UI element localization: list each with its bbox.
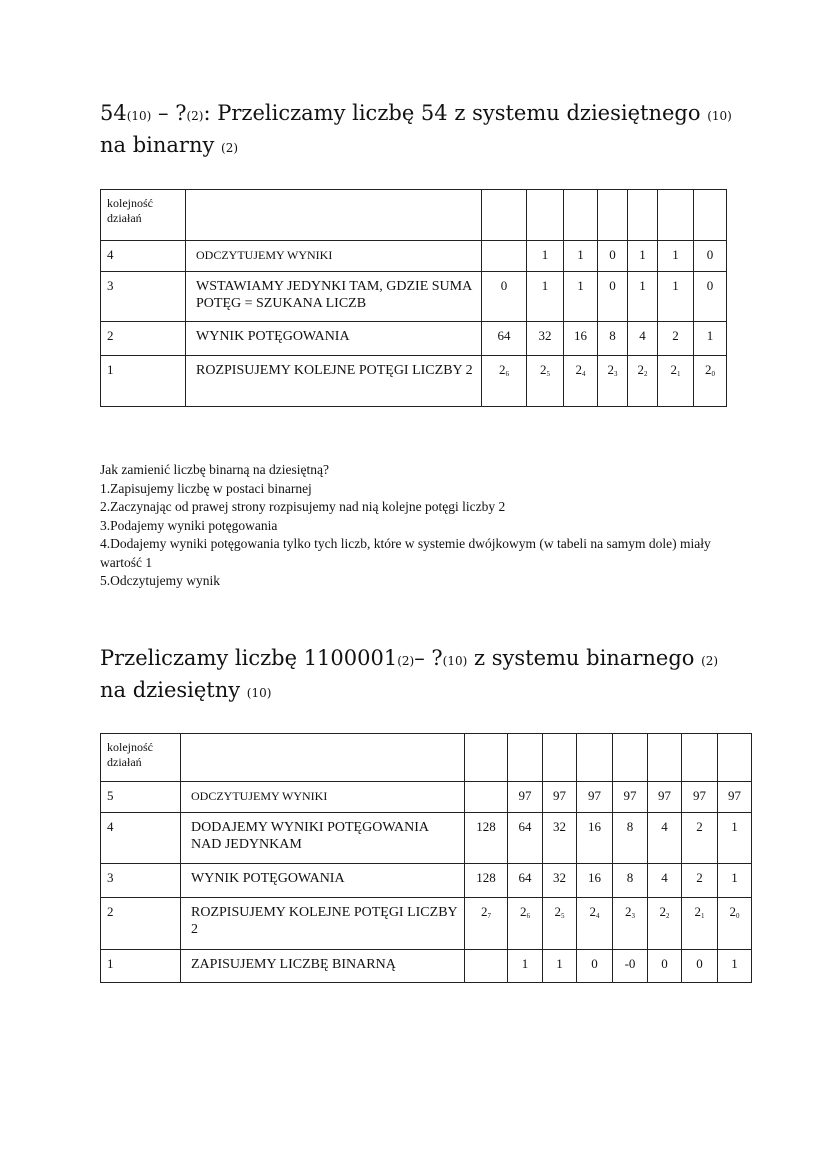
value-cell: 16 <box>564 322 598 356</box>
table-row <box>101 898 752 950</box>
power-cell: $2_2$ <box>628 356 658 407</box>
step-description: DODAJEMY WYNIKI POTĘGOWANIA NAD JEDYNKAM <box>181 813 465 864</box>
value-cell: 1 <box>658 241 694 272</box>
order-cell: 2 <box>101 898 181 950</box>
value-cell: 1 <box>628 241 658 272</box>
order-cell: 4 <box>101 241 186 272</box>
order-cell: 1 <box>101 950 181 983</box>
value-cell: 64 <box>508 813 543 864</box>
table-row <box>101 241 727 272</box>
value-cell: 32 <box>527 322 564 356</box>
order-header: kolejność działań <box>101 190 186 241</box>
table-row <box>101 864 752 898</box>
section2-heading: Przeliczamy liczbę 1100001(2)– ?(10) z systemu binarnego (2) na dziesiętny (10) <box>100 646 719 702</box>
order-cell: 3 <box>101 864 181 898</box>
value-cell: 0 <box>694 272 727 322</box>
table-row <box>101 272 727 322</box>
value-cell <box>465 950 508 983</box>
value-cell: 4 <box>648 813 682 864</box>
value-cell: -0 <box>613 950 648 983</box>
step-description: ROZPISUJEMY KOLEJNE POTĘGI LICZBY 2 <box>181 898 465 950</box>
power-cell: $2_2$ <box>648 898 682 950</box>
value-cell <box>482 241 527 272</box>
power-cell: $2_1$ <box>682 898 718 950</box>
value-cell: 4 <box>648 864 682 898</box>
header-row <box>101 190 727 241</box>
power-cell: $2_4$ <box>577 898 613 950</box>
value-cell: 16 <box>577 864 613 898</box>
value-cell: 1 <box>564 272 598 322</box>
value-cell: 8 <box>613 864 648 898</box>
value-cell: 1 <box>658 272 694 322</box>
value-cell: 1 <box>718 864 752 898</box>
value-cell: 32 <box>543 864 577 898</box>
instruction-step: 3.Podajemy wyniki potęgowania <box>100 517 278 533</box>
value-cell: 2 <box>658 322 694 356</box>
header-row <box>101 734 752 782</box>
value-cell: 0 <box>694 241 727 272</box>
value-cell: 8 <box>613 813 648 864</box>
value-cell: 97 <box>543 782 577 813</box>
value-cell: 4 <box>628 322 658 356</box>
power-cell: $2_1$ <box>658 356 694 407</box>
value-cell: 97 <box>718 782 752 813</box>
step-description: ODCZYTUJEMY WYNIKI <box>186 241 482 272</box>
value-cell: 1 <box>508 950 543 983</box>
step-description: WSTAWIAMY JEDYNKI TAM, GDZIE SUMA POTĘG = SZUKANA LICZB <box>186 272 482 322</box>
power-cell: $2_0$ <box>718 898 752 950</box>
order-cell: 1 <box>101 356 186 407</box>
value-cell: 0 <box>598 272 628 322</box>
value-cell: 97 <box>613 782 648 813</box>
value-cell: 128 <box>465 864 508 898</box>
value-cell: 64 <box>482 322 527 356</box>
value-cell: 32 <box>543 813 577 864</box>
step-description: WYNIK POTĘGOWANIA <box>186 322 482 356</box>
power-cell: $2_6$ <box>482 356 527 407</box>
value-cell: 0 <box>648 950 682 983</box>
value-cell: 1 <box>718 813 752 864</box>
power-cell: $2_5$ <box>527 356 564 407</box>
order-header: kolejność działań <box>101 734 181 782</box>
value-cell: 16 <box>577 813 613 864</box>
power-cell: $2_3$ <box>598 356 628 407</box>
decimal-to-binary-table <box>100 189 727 407</box>
power-cell: $2_6$ <box>508 898 543 950</box>
step-description: ROZPISUJEMY KOLEJNE POTĘGI LICZBY 2 <box>186 356 482 407</box>
value-cell: 1 <box>694 322 727 356</box>
value-cell: 2 <box>682 864 718 898</box>
instructions-title: Jak zamienić liczbę binarną na dziesiętną? <box>100 462 330 477</box>
step-description: WYNIK POTĘGOWANIA <box>181 864 465 898</box>
value-cell <box>465 782 508 813</box>
step-description: ODCZYTUJEMY WYNIKI <box>181 782 465 813</box>
value-cell: 0 <box>598 241 628 272</box>
table-row <box>101 356 727 407</box>
value-cell: 1 <box>628 272 658 322</box>
value-cell: 1 <box>527 272 564 322</box>
section1-heading: 54(10) – ?(2): Przeliczamy liczbę 54 z systemu dziesiętnego (10) na binarny (2) <box>100 101 732 157</box>
power-cell: $2_0$ <box>694 356 727 407</box>
value-cell: 2 <box>682 813 718 864</box>
value-cell: 1 <box>718 950 752 983</box>
instructions-block <box>100 461 740 591</box>
value-cell: 97 <box>682 782 718 813</box>
value-cell: 97 <box>508 782 543 813</box>
value-cell: 1 <box>564 241 598 272</box>
order-cell: 3 <box>101 272 186 322</box>
instruction-step: 1.Zapisujemy liczbę w postaci binarnej <box>100 480 312 496</box>
value-cell: 97 <box>648 782 682 813</box>
table-row <box>101 813 752 864</box>
value-cell: 8 <box>598 322 628 356</box>
value-cell: 0 <box>577 950 613 983</box>
order-cell: 4 <box>101 813 181 864</box>
power-cell: $2_3$ <box>613 898 648 950</box>
order-cell: 2 <box>101 322 186 356</box>
value-cell: 1 <box>527 241 564 272</box>
table-row <box>101 782 752 813</box>
value-cell: 97 <box>577 782 613 813</box>
order-cell: 5 <box>101 782 181 813</box>
instruction-step: 4.Dodajemy wyniki potęgowania tylko tych liczb, które w systemie dwójkowym (w tabeli na samym dole) miały wartość 1 <box>100 536 711 570</box>
value-cell: 0 <box>482 272 527 322</box>
power-cell: $2_7$ <box>465 898 508 950</box>
value-cell: 64 <box>508 864 543 898</box>
instruction-step: 5.Odczytujemy wynik <box>100 573 220 588</box>
instruction-step: 2.Zaczynając od prawej strony rozpisujemy nad nią kolejne potęgi liczby 2 <box>100 499 506 514</box>
value-cell: 128 <box>465 813 508 864</box>
table-row <box>101 950 752 983</box>
binary-to-decimal-table <box>100 733 752 983</box>
value-cell: 1 <box>543 950 577 983</box>
power-cell: $2_5$ <box>543 898 577 950</box>
power-cell: $2_4$ <box>564 356 598 407</box>
step-description: ZAPISUJEMY LICZBĘ BINARNĄ <box>181 950 465 983</box>
table-row <box>101 322 727 356</box>
value-cell: 0 <box>682 950 718 983</box>
